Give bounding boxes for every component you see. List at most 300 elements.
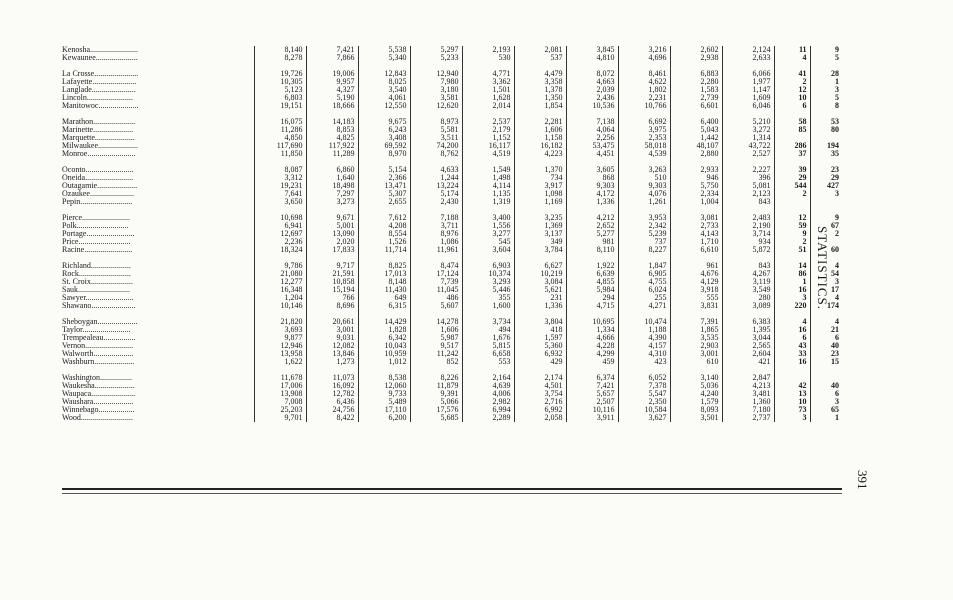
spacer-cell — [462, 310, 514, 318]
value-cell: 40 — [831, 382, 839, 390]
value-cell: 11,678 — [254, 374, 306, 382]
value-cell: 2,014 — [462, 102, 514, 110]
value-cell: 41 — [774, 70, 810, 78]
value-cell: 2,739 — [670, 94, 722, 102]
value-cell: 39 — [774, 166, 810, 174]
value-cell: 4,310 — [618, 350, 670, 358]
table-row — [62, 382, 842, 390]
value-cell: 13,846 — [306, 350, 358, 358]
value-cell: 4,129 — [670, 278, 722, 286]
value-cell: 429 — [514, 358, 566, 366]
value-cell: 194 — [827, 142, 839, 150]
value-cell: 1 — [774, 278, 810, 286]
value-cell: 18,666 — [306, 102, 358, 110]
value-cell: 4,006 — [462, 390, 514, 398]
value-cell: 355 — [462, 294, 514, 302]
spacer-cell — [62, 206, 254, 214]
value-cell: 3,711 — [410, 222, 462, 230]
value-cell: 9,733 — [358, 390, 410, 398]
value-cell: 766 — [306, 294, 358, 302]
value-cell: 4,715 — [566, 302, 618, 310]
spacer-cell — [670, 110, 722, 118]
county-name: Sheboygan — [62, 318, 98, 326]
value-cell: 255 — [618, 294, 670, 302]
value-cell: 2 — [774, 190, 810, 198]
value-cell: 3,273 — [306, 198, 358, 206]
value-cell: 58 — [774, 118, 810, 126]
group-spacer — [62, 206, 842, 214]
value-cell: 8,976 — [410, 230, 462, 238]
value-cell: 3,511 — [410, 134, 462, 142]
value-cell: 5,538 — [358, 46, 410, 54]
spacer-cell — [462, 206, 514, 214]
value-cell: 67 — [831, 222, 839, 230]
value-cell: 294 — [566, 294, 618, 302]
spacer-cell — [62, 62, 254, 70]
value-cell: 2,602 — [670, 46, 722, 54]
value-cell: 8,227 — [618, 246, 670, 254]
county-name: Winnebago — [62, 406, 99, 414]
county-name-cell — [62, 270, 254, 278]
value-cell: 85 — [774, 126, 810, 134]
value-cell: 3,312 — [254, 174, 306, 182]
spacer-cell — [618, 158, 670, 166]
table-row — [62, 78, 842, 86]
value-cell: 3,481 — [722, 390, 774, 398]
value-cell: 12,940 — [410, 70, 462, 78]
value-cell: 4,696 — [618, 54, 670, 62]
value-cell: 17,006 — [254, 382, 306, 390]
county-name: Polk — [62, 222, 77, 230]
value-cell: 9,957 — [306, 78, 358, 86]
value-cell: 286 — [774, 142, 810, 150]
spacer-cell — [514, 110, 566, 118]
value-cell: 7,180 — [722, 406, 774, 414]
value-cell: 5,174 — [410, 190, 462, 198]
value-cell: 1,922 — [566, 262, 618, 270]
value-cell: 16,348 — [254, 286, 306, 294]
leader-dots: .................... — [93, 126, 134, 134]
spacer-cell — [358, 254, 410, 262]
value-cell: 4,755 — [618, 278, 670, 286]
spacer-cell — [306, 366, 358, 374]
value-cell: 2,847 — [722, 374, 774, 382]
value-cell: 6,627 — [514, 262, 566, 270]
value-cell: 2,256 — [566, 134, 618, 142]
table-row — [62, 302, 842, 310]
county-name: Kenosha — [62, 46, 90, 54]
value-cell: 3,917 — [514, 182, 566, 190]
county-name: Price — [62, 238, 79, 246]
value-cell: 5,081 — [722, 182, 774, 190]
spacer-cell — [254, 254, 306, 262]
value-cell: 5,036 — [670, 382, 722, 390]
spacer-cell — [462, 366, 514, 374]
bottom-rule-thick — [62, 488, 842, 490]
value-cell: 1,336 — [566, 198, 618, 206]
table-row — [62, 342, 842, 350]
value-cell: 4,172 — [566, 190, 618, 198]
value-cell: 3 — [835, 278, 839, 286]
county-name-cell — [62, 326, 254, 334]
value-cell: 2,039 — [566, 86, 618, 94]
table-row — [62, 238, 842, 246]
value-cell: 3,400 — [462, 214, 514, 222]
value-cell — [810, 374, 842, 382]
value-cell: 37 — [774, 150, 810, 158]
value-cell: 7,008 — [254, 398, 306, 406]
value-cell: 5,750 — [670, 182, 722, 190]
spacer-cell — [670, 158, 722, 166]
table-row — [62, 198, 842, 206]
value-cell: 9 — [835, 214, 839, 222]
spacer-cell — [774, 158, 810, 166]
value-cell: 5,581 — [410, 126, 462, 134]
value-cell: 2,236 — [254, 238, 306, 246]
value-cell: 9,303 — [566, 182, 618, 190]
value-cell: 5 — [835, 94, 839, 102]
value-cell: 5,043 — [670, 126, 722, 134]
county-name: Pierce — [62, 214, 82, 222]
leader-dots: ........................ — [90, 46, 138, 54]
value-cell: 2,334 — [670, 190, 722, 198]
leader-dots: ...................... — [94, 70, 139, 78]
value-cell: 7,138 — [566, 118, 618, 126]
value-cell: 12,060 — [358, 382, 410, 390]
spacer-cell — [774, 206, 810, 214]
value-cell: 1,828 — [358, 326, 410, 334]
value-cell: 6,658 — [462, 350, 514, 358]
spacer-cell — [810, 310, 842, 318]
spacer-cell — [618, 310, 670, 318]
value-cell: 1,244 — [410, 174, 462, 182]
value-cell: 8,538 — [358, 374, 410, 382]
value-cell: 1,977 — [722, 78, 774, 86]
spacer-cell — [514, 366, 566, 374]
value-cell: 545 — [462, 238, 514, 246]
value-cell: 2,193 — [462, 46, 514, 54]
county-name: Taylor — [62, 326, 83, 334]
group-spacer — [62, 310, 842, 318]
value-cell: 4,223 — [514, 150, 566, 158]
value-cell: 13,090 — [306, 230, 358, 238]
value-cell: 486 — [410, 294, 462, 302]
value-cell: 5,984 — [566, 286, 618, 294]
value-cell: 1,442 — [670, 134, 722, 142]
value-cell: 11,286 — [254, 126, 306, 134]
value-cell: 1,350 — [514, 94, 566, 102]
value-cell: 2 — [835, 230, 839, 238]
county-name-cell — [62, 166, 254, 174]
value-cell: 2,058 — [514, 414, 566, 422]
value-cell: 349 — [514, 238, 566, 246]
spacer-cell — [306, 254, 358, 262]
spacer-cell — [670, 206, 722, 214]
table-row — [62, 334, 842, 342]
value-cell: 610 — [670, 358, 722, 366]
county-name: Walworth — [62, 350, 94, 358]
value-cell: 2,174 — [514, 374, 566, 382]
value-cell: 6,315 — [358, 302, 410, 310]
spacer-cell — [810, 366, 842, 374]
value-cell: 5,621 — [514, 286, 566, 294]
county-name: Langlade — [62, 86, 92, 94]
value-cell: 8,110 — [566, 246, 618, 254]
value-cell: 1,710 — [670, 238, 722, 246]
table-row — [62, 318, 842, 326]
value-cell: 7,421 — [306, 46, 358, 54]
county-name-cell — [62, 142, 254, 150]
value-cell: 5,297 — [410, 46, 462, 54]
value-cell: 4,390 — [618, 334, 670, 342]
value-cell: 19,151 — [254, 102, 306, 110]
county-name: Sawyer — [62, 294, 86, 302]
value-cell: 1,319 — [462, 198, 514, 206]
table-row — [62, 134, 842, 142]
table-row — [62, 374, 842, 382]
value-cell: 1,606 — [514, 126, 566, 134]
value-cell: 58,018 — [618, 142, 670, 150]
value-cell: 8,474 — [410, 262, 462, 270]
spacer-cell — [410, 110, 462, 118]
spacer-cell — [462, 62, 514, 70]
spacer-cell — [514, 158, 566, 166]
value-cell: 4 — [835, 262, 839, 270]
value-cell: 10,116 — [566, 406, 618, 414]
value-cell: 5,872 — [722, 246, 774, 254]
value-cell: 418 — [514, 326, 566, 334]
table-row — [62, 222, 842, 230]
value-cell: 19,726 — [254, 70, 306, 78]
spacer-cell — [62, 366, 254, 374]
value-cell: 8,140 — [254, 46, 306, 54]
value-cell: 7,421 — [566, 382, 618, 390]
value-cell: 14,278 — [410, 318, 462, 326]
leader-dots: .................. — [98, 406, 135, 414]
value-cell: 16,117 — [462, 142, 514, 150]
value-cell: 3,137 — [514, 230, 566, 238]
table-row — [62, 190, 842, 198]
value-cell: 5,446 — [462, 286, 514, 294]
value-cell: 3,734 — [462, 318, 514, 326]
table-row — [62, 150, 842, 158]
county-name: Monroe — [62, 150, 88, 158]
value-cell: 5,815 — [462, 342, 514, 350]
spacer-cell — [670, 310, 722, 318]
leader-dots: ...................... — [92, 78, 137, 86]
value-cell: 23 — [831, 166, 839, 174]
county-name: Ozaukee — [62, 190, 90, 198]
value-cell: 1,334 — [566, 326, 618, 334]
spacer-cell — [358, 62, 410, 70]
value-cell: 4,076 — [618, 190, 670, 198]
value-cell: 1,188 — [618, 326, 670, 334]
value-cell: 6 — [774, 102, 810, 110]
value-cell: 4,539 — [618, 150, 670, 158]
value-cell: 8,825 — [358, 262, 410, 270]
value-cell: 1,012 — [358, 358, 410, 366]
value-cell: 4,810 — [566, 54, 618, 62]
spacer-cell — [810, 158, 842, 166]
value-cell: 8,554 — [358, 230, 410, 238]
value-cell: 843 — [722, 262, 774, 270]
value-cell: 5,066 — [410, 398, 462, 406]
value-cell: 21 — [831, 326, 839, 334]
value-cell: 537 — [514, 54, 566, 62]
table-row — [62, 174, 842, 182]
leader-dots: .................... — [98, 102, 139, 110]
county-name-cell — [62, 398, 254, 406]
value-cell: 946 — [670, 174, 722, 182]
spacer-cell — [254, 310, 306, 318]
value-cell: 3,535 — [670, 334, 722, 342]
value-cell: 3,235 — [514, 214, 566, 222]
value-cell: 4,114 — [462, 182, 514, 190]
value-cell: 961 — [670, 262, 722, 270]
value-cell: 2,604 — [722, 350, 774, 358]
county-name: Marathon — [62, 118, 94, 126]
statistics-table-container — [62, 46, 842, 422]
value-cell: 4 — [835, 318, 839, 326]
value-cell: 4 — [774, 318, 810, 326]
value-cell: 8,148 — [358, 278, 410, 286]
value-cell: 59 — [774, 222, 810, 230]
value-cell: 2,164 — [462, 374, 514, 382]
table-row — [62, 326, 842, 334]
value-cell: 17,124 — [410, 270, 462, 278]
value-cell: 1,498 — [462, 174, 514, 182]
table-row — [62, 46, 842, 54]
value-cell: 2,081 — [514, 46, 566, 54]
table-row — [62, 230, 842, 238]
running-title: STATISTICS. — [815, 226, 830, 310]
leader-dots: ........................ — [85, 342, 134, 350]
value-cell: 6,383 — [722, 318, 774, 326]
value-cell: 9,303 — [618, 182, 670, 190]
value-cell: 13,471 — [358, 182, 410, 190]
group-spacer — [62, 366, 842, 374]
value-cell: 1,378 — [514, 86, 566, 94]
leader-dots: ........................ — [84, 246, 133, 254]
spacer-cell — [670, 254, 722, 262]
leader-dots: ..................... — [95, 54, 138, 62]
value-cell: 1,622 — [254, 358, 306, 366]
county-name: Trempealeau — [62, 334, 104, 342]
value-cell: 60 — [831, 246, 839, 254]
value-cell: 553 — [462, 358, 514, 366]
value-cell: 10,858 — [306, 278, 358, 286]
county-name-cell — [62, 134, 254, 142]
value-cell: 3 — [774, 414, 810, 422]
value-cell: 4,666 — [566, 334, 618, 342]
table-body — [62, 46, 842, 422]
county-name-cell — [62, 390, 254, 398]
value-cell: 280 — [722, 294, 774, 302]
county-name: Oconto — [62, 166, 86, 174]
value-cell: 17,013 — [358, 270, 410, 278]
table-row — [62, 70, 842, 78]
value-cell: 5,123 — [254, 86, 306, 94]
value-cell: 2,190 — [722, 222, 774, 230]
value-cell: 10 — [774, 94, 810, 102]
value-cell: 2,933 — [670, 166, 722, 174]
value-cell: 6 — [835, 390, 839, 398]
value-cell: 4,771 — [462, 70, 514, 78]
value-cell: 21,820 — [254, 318, 306, 326]
spacer-cell — [810, 206, 842, 214]
value-cell: 2,880 — [670, 150, 722, 158]
value-cell: 9,701 — [254, 414, 306, 422]
spacer-cell — [566, 366, 618, 374]
value-cell: 544 — [774, 182, 810, 190]
value-cell: 6,200 — [358, 414, 410, 422]
value-cell: 6,941 — [254, 222, 306, 230]
spacer-cell — [566, 62, 618, 70]
county-name: Kewaunee — [62, 54, 96, 62]
county-name: Lincoln — [62, 94, 87, 102]
value-cell: 1,370 — [514, 166, 566, 174]
value-cell: 12,277 — [254, 278, 306, 286]
value-cell: 17,833 — [306, 246, 358, 254]
value-cell: 19,006 — [306, 70, 358, 78]
value-cell: 4,228 — [566, 342, 618, 350]
leader-dots: ................ — [100, 374, 133, 382]
value-cell: 1,004 — [670, 198, 722, 206]
spacer-cell — [566, 158, 618, 166]
value-cell: 1,360 — [722, 398, 774, 406]
spacer-cell — [462, 110, 514, 118]
value-cell: 2,123 — [722, 190, 774, 198]
spacer-cell — [810, 62, 842, 70]
value-cell: 86 — [774, 270, 810, 278]
value-cell: 2,020 — [306, 238, 358, 246]
spacer-cell — [722, 206, 774, 214]
value-cell: 1,640 — [306, 174, 358, 182]
leader-dots: ........................ — [87, 150, 136, 158]
value-cell: 9,517 — [410, 342, 462, 350]
value-cell: 40 — [831, 342, 839, 350]
value-cell: 1,556 — [462, 222, 514, 230]
value-cell: 3,693 — [254, 326, 306, 334]
county-name-cell — [62, 382, 254, 390]
value-cell: 2 — [774, 78, 810, 86]
value-cell: 17 — [831, 286, 839, 294]
value-cell: 10,536 — [566, 102, 618, 110]
value-cell: 3,714 — [722, 230, 774, 238]
value-cell: 2,982 — [462, 398, 514, 406]
county-name: Vernon — [62, 342, 86, 350]
value-cell: 10,474 — [618, 318, 670, 326]
value-cell: 6,992 — [514, 406, 566, 414]
table-row — [62, 54, 842, 62]
value-cell: 19,231 — [254, 182, 306, 190]
value-cell: 13,224 — [410, 182, 462, 190]
value-cell: 2,436 — [566, 94, 618, 102]
value-cell: 5,277 — [566, 230, 618, 238]
value-cell: 9 — [774, 230, 810, 238]
value-cell: 9 — [835, 46, 839, 54]
value-cell: 8,278 — [254, 54, 306, 62]
leader-dots: ...................... — [91, 390, 136, 398]
value-cell: 12,697 — [254, 230, 306, 238]
value-cell: 7,297 — [306, 190, 358, 198]
value-cell: 2 — [774, 238, 810, 246]
value-cell: 23 — [831, 350, 839, 358]
spacer-cell — [306, 158, 358, 166]
value-cell: 18,498 — [306, 182, 358, 190]
group-spacer — [62, 254, 842, 262]
county-name-cell — [62, 222, 254, 230]
